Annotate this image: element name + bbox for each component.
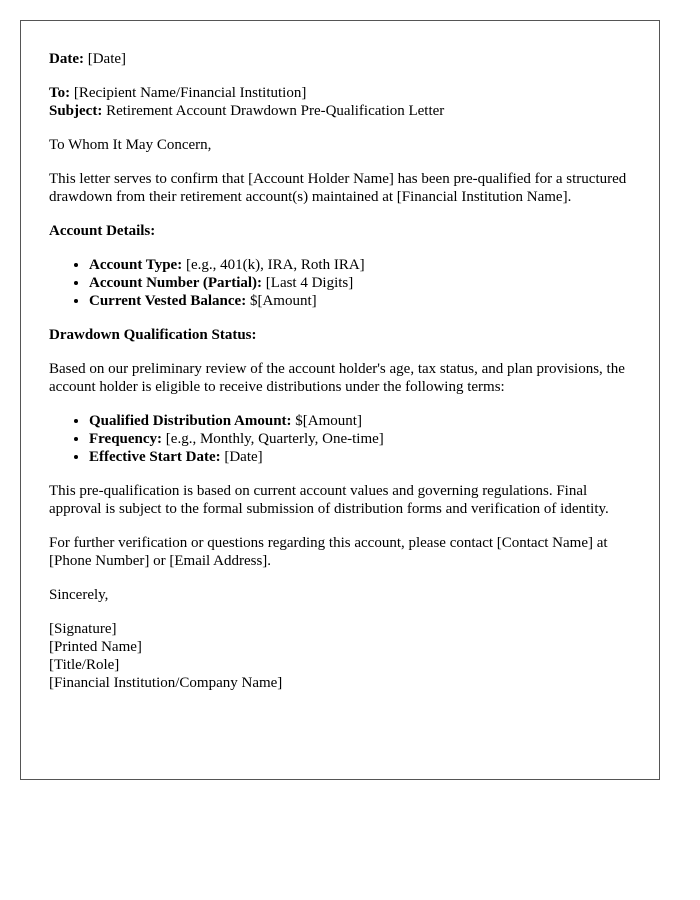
list-item xyxy=(89,448,631,466)
start-date-label: Effective Start Date: xyxy=(89,449,221,465)
account-details-heading-text: Account Details: xyxy=(49,223,156,239)
qualification-list xyxy=(49,412,631,466)
vested-balance-value: $[Amount] xyxy=(249,293,317,309)
to-line xyxy=(49,84,631,102)
salutation: To Whom It May Concern, xyxy=(49,137,212,153)
intro-paragraph: This letter serves to confirm that [Account Holder Name] has been pre-qualified for a structured drawdown from their retirement account(s) maintained at [Financial Institution Name]. xyxy=(49,171,627,205)
title-role: [Title/Role] xyxy=(49,657,120,673)
contact-paragraph: For further verification or questions regarding this account, please contact [Contact Name] at [Phone Number] or [Email Address]. xyxy=(49,535,608,569)
start-date-value: [Date] xyxy=(224,449,263,465)
signature-block xyxy=(49,620,631,692)
list-item xyxy=(89,274,631,292)
account-type-value: [e.g., 401(k), IRA, Roth IRA] xyxy=(185,257,365,273)
to-label: To: xyxy=(49,85,71,101)
list-item xyxy=(89,430,631,448)
to-value: [Recipient Name/Financial Institution] xyxy=(73,85,307,101)
frequency-value: [e.g., Monthly, Quarterly, One-time] xyxy=(165,431,384,447)
list-item xyxy=(89,292,631,310)
company-name: [Financial Institution/Company Name] xyxy=(49,675,283,691)
account-number-label: Account Number (Partial): xyxy=(89,275,263,291)
closing: Sincerely, xyxy=(49,587,109,603)
subject-value: Retirement Account Drawdown Pre-Qualification Letter xyxy=(106,103,445,119)
qualification-heading xyxy=(49,326,631,344)
subject-label: Subject: xyxy=(49,103,103,119)
disclaimer-paragraph: This pre-qualification is based on current account values and governing regulations. Final approval is subject to the formal submission of distribution forms and verification of identity. xyxy=(49,483,609,517)
vested-balance-label: Current Vested Balance: xyxy=(89,293,247,309)
account-details-list xyxy=(49,256,631,310)
distribution-amount-label: Qualified Distribution Amount: xyxy=(89,413,292,429)
account-details-heading xyxy=(49,222,631,240)
distribution-amount-value: $[Amount] xyxy=(295,413,362,429)
account-number-value: [Last 4 Digits] xyxy=(265,275,354,291)
date-label: Date: xyxy=(49,51,84,67)
qualification-paragraph: Based on our preliminary review of the account holder's age, tax status, and plan provisions, the account holder is eligible to receive distributions under the following terms: xyxy=(49,361,625,395)
list-item xyxy=(89,412,631,430)
printed-name: [Printed Name] xyxy=(49,639,142,655)
date-value: [Date] xyxy=(87,51,127,67)
qualification-heading-text: Drawdown Qualification Status: xyxy=(49,327,257,343)
account-type-label: Account Type: xyxy=(89,257,183,273)
frequency-label: Frequency: xyxy=(89,431,163,447)
signature-placeholder: [Signature] xyxy=(49,621,117,637)
date-line xyxy=(49,50,631,68)
letter-document xyxy=(20,20,660,780)
subject-line xyxy=(49,102,631,120)
list-item xyxy=(89,256,631,274)
